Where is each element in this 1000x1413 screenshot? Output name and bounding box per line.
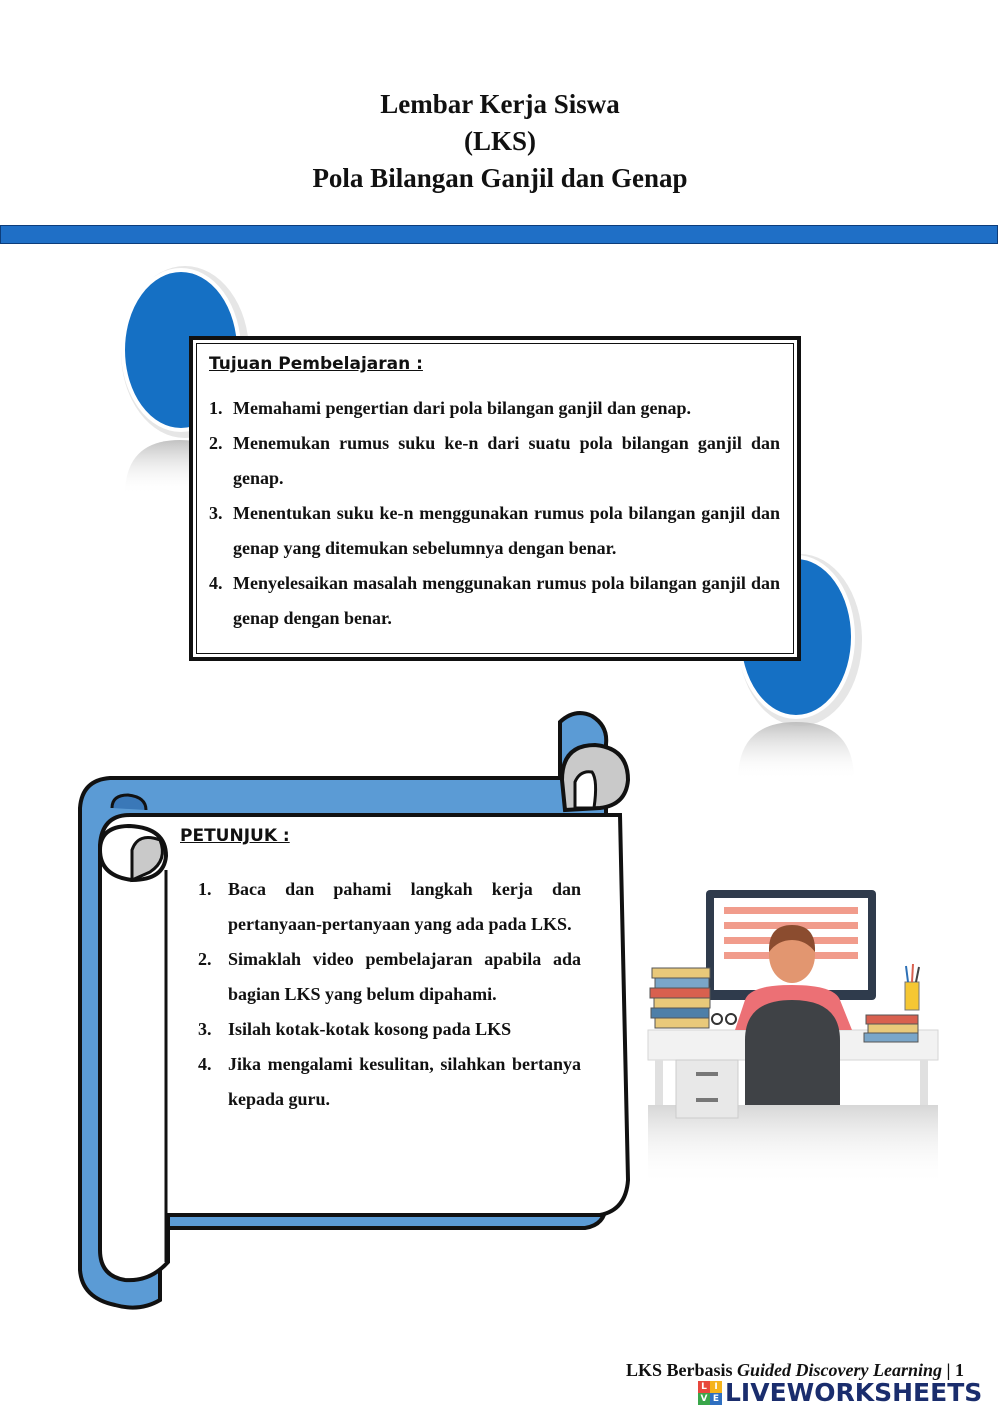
- footer-prefix: LKS Berbasis: [626, 1360, 738, 1380]
- item-text: Memahami pengertian dari pola bilangan ganjil dan genap.: [233, 398, 692, 418]
- list-item: [198, 1012, 581, 1047]
- list-item: [209, 426, 780, 496]
- item-number: 1.: [209, 398, 223, 418]
- title-line-1: Lembar Kerja Siswa: [380, 89, 620, 119]
- item-text: Menyelesaikan masalah menggunakan rumus pola bilangan ganjil dan genap dengan benar.: [233, 573, 780, 628]
- item-text: Baca dan pahami langkah kerja dan pertanyaan-pertanyaan yang ada pada LKS.: [228, 879, 581, 934]
- student-computer-illustration: [648, 890, 938, 1185]
- list-item: [209, 496, 780, 566]
- header-divider-band: [0, 225, 998, 244]
- item-text: Menentukan suku ke-n menggunakan rumus pola bilangan ganjil dan genap yang ditemukan sebelumnya dengan benar.: [233, 503, 780, 558]
- list-item: [198, 942, 581, 1012]
- item-number: 4.: [198, 1054, 212, 1074]
- list-item: [198, 1047, 581, 1117]
- item-number: 1.: [198, 879, 212, 899]
- logo-letter: I: [710, 1381, 722, 1393]
- logo-letter: V: [698, 1393, 710, 1405]
- instructions-list: [198, 872, 581, 1117]
- item-text: Jika mengalami kesulitan, silahkan bertanya kepada guru.: [228, 1054, 581, 1109]
- item-number: 3.: [209, 503, 223, 523]
- item-text: Menemukan rumus suku ke-n dari suatu pola bilangan ganjil dan genap.: [233, 433, 780, 488]
- objectives-heading: Tujuan Pembelajaran :: [209, 354, 423, 374]
- liveworksheets-logo-icon: [698, 1381, 722, 1405]
- watermark-text: LIVEWORKSHEETS: [725, 1378, 983, 1407]
- liveworksheets-watermark: [698, 1378, 982, 1407]
- footer-page: | 1: [942, 1360, 964, 1380]
- item-number: 2.: [209, 433, 223, 453]
- item-number: 4.: [209, 573, 223, 593]
- document-title: [0, 86, 1000, 197]
- list-item: [209, 566, 780, 636]
- logo-letter: L: [698, 1381, 710, 1393]
- instructions-heading: PETUNJUK :: [180, 826, 290, 846]
- item-number: 3.: [198, 1019, 212, 1039]
- list-item: [209, 391, 780, 426]
- logo-letter: E: [710, 1393, 722, 1405]
- learning-objectives-box: [189, 336, 801, 661]
- footer-italic: Guided Discovery Learning: [737, 1360, 943, 1380]
- objectives-list: [209, 391, 780, 636]
- title-line-3: Pola Bilangan Ganjil dan Genap: [312, 163, 688, 193]
- item-number: 2.: [198, 949, 212, 969]
- list-item: [198, 872, 581, 942]
- item-text: Simaklah video pembelajaran apabila ada bagian LKS yang belum dipahami.: [228, 949, 581, 1004]
- title-line-2: (LKS): [463, 126, 536, 156]
- item-text: Isilah kotak-kotak kosong pada LKS: [228, 1019, 512, 1039]
